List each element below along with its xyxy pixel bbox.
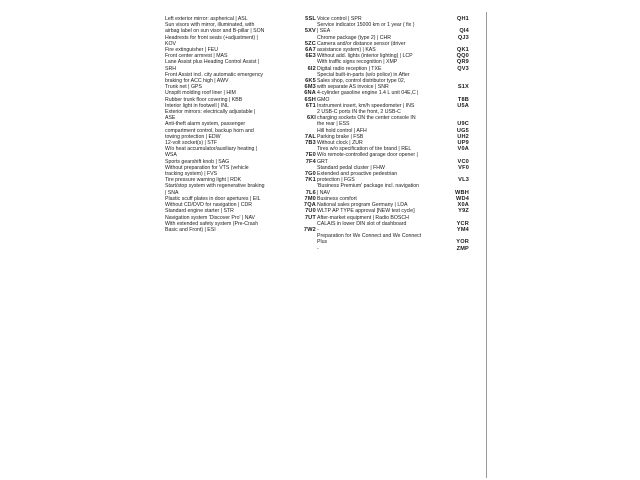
equipment-description: Standard engine starter | STR — [165, 208, 234, 215]
equipment-description: Anti-theft alarm system, passenger compartment control, backup horn and towing protection | EDW — [165, 121, 254, 140]
equipment-code: ZMP — [456, 245, 469, 252]
equipment-description: National sales program Germany | LDA — [317, 202, 408, 209]
equipment-description: Extended and proactive pedestrian protection | FGS — [317, 171, 398, 184]
equipment-code: T8B — [457, 96, 469, 103]
equipment-description: Business comfort — [317, 195, 357, 202]
equipment-row — [317, 233, 469, 245]
equipment-row — [317, 152, 469, 164]
equipment-description: Tire pressure warning light | RDK — [165, 177, 242, 184]
equipment-description: Trunk net | GPS — [165, 84, 202, 91]
equipment-description: Without clock | ZUR — [317, 140, 363, 147]
equipment-row — [317, 22, 469, 34]
equipment-description: WLTP AP TYPE approval [NEW test cycle] — [317, 208, 415, 215]
equipment-row — [165, 221, 316, 233]
equipment-code: 7K1 — [305, 177, 316, 184]
equipment-code: 7AL — [304, 133, 316, 140]
equipment-row — [165, 35, 316, 47]
equipment-description: Digital radio reception | TXE — [317, 65, 382, 72]
equipment-code: QI4 — [459, 28, 469, 35]
equipment-code: YOR — [456, 239, 469, 246]
equipment-description: Hill hold control | AFH — [317, 127, 367, 134]
equipment-row — [165, 121, 316, 140]
equipment-list-sheet — [160, 12, 487, 478]
equipment-code: VL3 — [458, 177, 469, 184]
equipment-description: Tires w/o specification of tire brand | REL — [317, 146, 412, 153]
equipment-code: UP9 — [457, 140, 469, 147]
equipment-description: W/o remote-controlled garage door opener | GRT — [317, 152, 418, 165]
equipment-description: Without CD/DVD for navigation | CDR — [165, 202, 252, 209]
equipment-description: Unspilt molding roof liner | HIM — [165, 90, 236, 97]
equipment-code: QV3 — [457, 65, 469, 72]
equipment-code: VF0 — [458, 164, 469, 171]
equipment-code: U9C — [457, 121, 469, 128]
equipment-column-left — [165, 16, 316, 233]
equipment-row — [317, 90, 469, 102]
equipment-code: 6K5 — [305, 78, 316, 85]
equipment-row — [317, 171, 469, 183]
equipment-description: After-market equipment | Radio BOSCH CALAIS in lower DIN slot of dashboard — [317, 214, 409, 227]
equipment-code: 6M3 — [304, 84, 316, 91]
equipment-description: - — [317, 226, 319, 233]
equipment-description: Without add. lights (interior lighting) | LCP — [317, 53, 413, 60]
equipment-code: 7UT — [304, 214, 316, 221]
equipment-description: 4-cylinder gasoline engine 1.4 L unit 04E,C | GMO — [317, 90, 419, 103]
equipment-row — [317, 215, 469, 227]
equipment-description: 2 USB-C ports IN the front, 2 USB-C charging sockets ON the center console IN the rear | ESS — [317, 109, 416, 128]
equipment-description: Voice control | SPR — [317, 16, 362, 22]
equipment-row — [165, 165, 316, 177]
equipment-code: 7W2 — [303, 226, 316, 233]
equipment-description: Parking brake | FSB — [317, 133, 364, 140]
equipment-description: Lane Assist plus Heading Control Assist | SRH — [165, 59, 260, 72]
equipment-row — [165, 59, 316, 71]
equipment-code: YCR — [456, 220, 469, 227]
equipment-code: Y9Z — [458, 208, 469, 215]
equipment-code: 7M0 — [304, 195, 316, 202]
equipment-code: 7F4 — [305, 158, 316, 165]
equipment-code: 5ZC — [304, 40, 316, 47]
equipment-description: Left exterior mirror: aspherical | ASL — [165, 16, 248, 22]
equipment-code: 6A7 — [305, 47, 316, 54]
equipment-description: Standard pedal cluster | FHW — [317, 164, 385, 171]
equipment-code: 6NA — [304, 90, 316, 97]
equipment-row — [165, 109, 316, 121]
equipment-code: VC0 — [457, 158, 469, 165]
equipment-code: 6T1 — [305, 102, 316, 109]
equipment-code: 7B3 — [305, 140, 316, 147]
equipment-description: Front Assist incl. city automatic emergency braking for ACC high | AWV — [165, 71, 264, 85]
equipment-code: QH1 — [456, 16, 469, 22]
equipment-row — [165, 72, 316, 84]
equipment-code: 5XV — [304, 28, 316, 35]
equipment-code: 7E0 — [305, 152, 316, 159]
equipment-code: WBH — [455, 189, 469, 196]
equipment-code: YM4 — [456, 226, 469, 233]
equipment-code: 5SL — [305, 16, 316, 22]
equipment-description: Exterior mirrors: electrically adjustable | ASE — [165, 109, 256, 122]
equipment-description: 'Business Premium' package incl. navigation | NAV — [317, 183, 420, 196]
equipment-description: Sun visors with mirror, illuminated, with airbag label on sun visor and B-pillar | SON — [165, 22, 265, 35]
equipment-description: Sports gearshift knob | SAG — [165, 158, 230, 165]
equipment-code: 7U0 — [305, 208, 316, 215]
equipment-description: Preparation for We Connect and We Connect Plus — [317, 233, 422, 246]
equipment-description: Rubber trunk floor covering | KBB — [165, 96, 243, 103]
equipment-code: V0A — [457, 146, 469, 153]
equipment-description: Fire extinguisher | FEU — [165, 47, 218, 54]
equipment-code: U5A — [457, 102, 469, 109]
equipment-code: UG5 — [456, 127, 469, 134]
equipment-code: 6XI — [307, 115, 316, 122]
equipment-description: 12-volt socket(s) | STF — [165, 140, 218, 147]
equipment-description: Without preparation for VTS (vehicle tracking system) | FVS — [165, 164, 249, 178]
equipment-description: - — [317, 245, 319, 252]
equipment-code: X0A — [457, 202, 469, 209]
equipment-code: 6I2 — [307, 65, 316, 72]
equipment-description: Instrument insert, km/h speedometer | INS — [317, 102, 415, 109]
equipment-column-right — [317, 16, 469, 252]
equipment-code: QK1 — [456, 47, 469, 54]
equipment-row — [165, 146, 316, 158]
equipment-code: WD4 — [455, 195, 469, 202]
equipment-code: QR9 — [456, 59, 469, 66]
equipment-description: Plastic scuff plates in door apertures | EIL — [165, 195, 261, 202]
equipment-code: QJ3 — [457, 34, 469, 41]
equipment-row — [317, 109, 469, 128]
equipment-code: QQ0 — [456, 53, 469, 60]
equipment-description: Interior light in footwell | INL — [165, 102, 229, 109]
equipment-row — [317, 246, 469, 252]
equipment-code: 6SH — [304, 96, 316, 103]
equipment-code: 7G0 — [304, 171, 316, 178]
equipment-row — [317, 72, 469, 91]
equipment-code: 6E3 — [305, 53, 316, 60]
equipment-row — [317, 183, 469, 195]
equipment-description: Camera and/or distance sensor (driver assistance system) | KAS — [317, 40, 406, 54]
equipment-row — [165, 183, 316, 195]
equipment-description: Service indicator 15000 km or 1 year ( fix ) | SEA — [317, 22, 415, 35]
equipment-description: Headrests for front seats (+adjustment) | KOV — [165, 34, 258, 47]
equipment-code: UH2 — [457, 133, 469, 140]
equipment-description: Front center armrest | MAS — [165, 53, 228, 60]
equipment-description: Start/stop system with regenerative braking | SNA — [165, 183, 265, 196]
equipment-description: W/o heat accumulator/auxiliary heating | WSA — [165, 146, 258, 159]
equipment-description: With extended safety system (Pre-Crash Basic and Front) | ESI — [165, 220, 259, 233]
equipment-description: Chrome package (type 2) | CHR — [317, 34, 392, 41]
equipment-code: 7L6 — [305, 189, 316, 196]
equipment-description: Special built-in-parts (w/o police) in After Sales shop, control distributor type 02, with separate AS invoice | SNR — [317, 71, 410, 91]
equipment-row — [317, 41, 469, 53]
equipment-code: S1X — [457, 84, 469, 91]
equipment-description: Navigation system 'Discover Pro' | NAV — [165, 214, 256, 221]
equipment-code: 7QA — [303, 202, 316, 209]
equipment-description: With traffic signs recognition | XMP — [317, 59, 398, 66]
equipment-row — [165, 22, 316, 34]
